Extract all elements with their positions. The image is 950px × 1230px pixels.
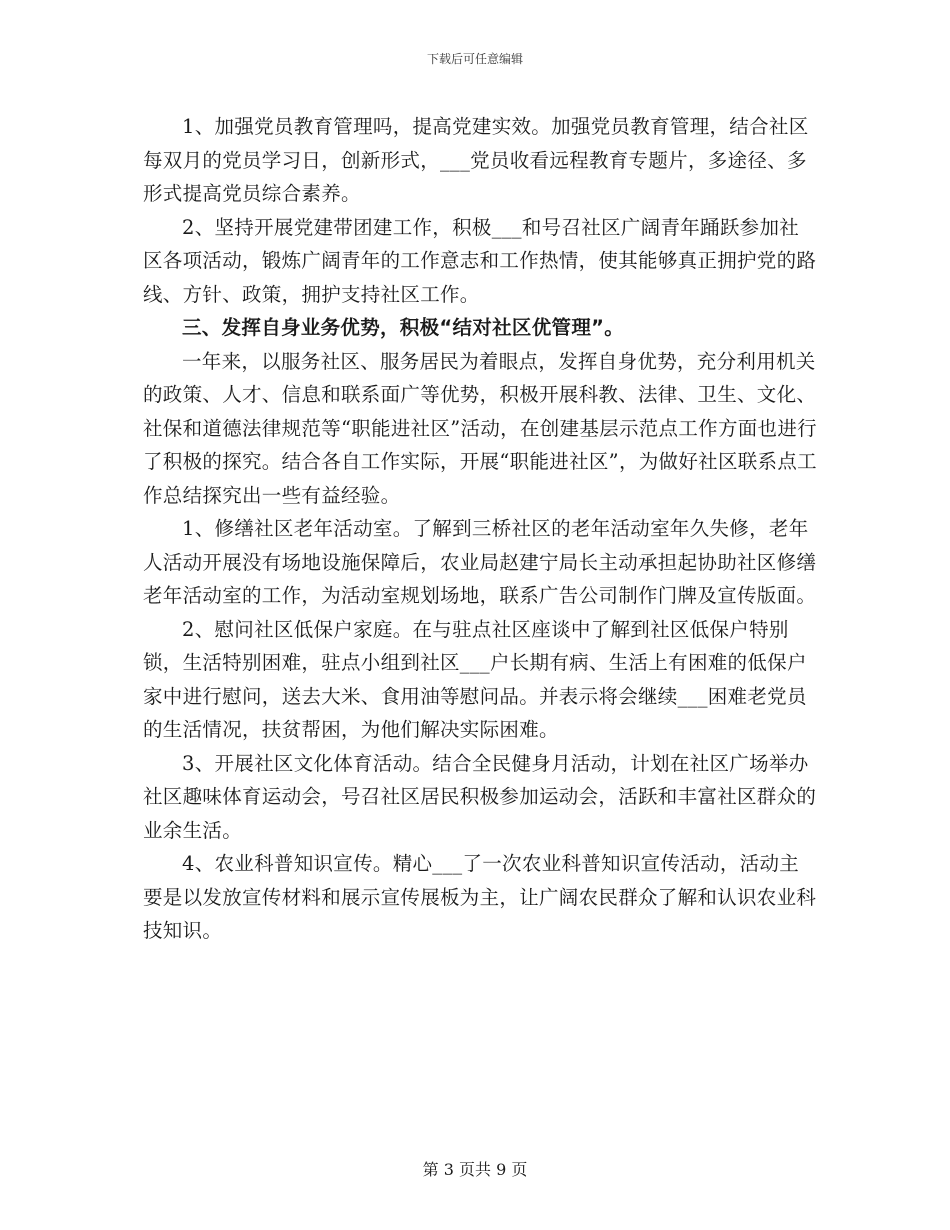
paragraph-2: 2、坚持开展党建带团建工作，积极___和号召社区广阔青年踊跃参加社区各项活动，锻炼广阔青年的工作意志和工作热情，使其能够真正拥护党的路线、方针、政策，拥护支持社区工作。 <box>143 215 817 306</box>
paragraph-6: 3、开展社区文化体育活动。结合全民健身月活动，计划在社区广场举办社区趣味体育运动会，号召社区居民积极参加运动会，活跃和丰富社区群众的业余生活。 <box>143 751 817 842</box>
paragraph-1: 1、加强党员教育管理吗，提高党建实效。加强党员教育管理，结合社区每双月的党员学习日，创新形式，___党员收看远程教育专题片，多途径、多形式提高党员综合素养。 <box>143 115 809 205</box>
section-heading: 三、发挥自身业务优势，积极“结对社区优管理”。 <box>182 316 625 339</box>
page-header: 下载后可任意编辑 <box>426 52 523 66</box>
document-body <box>143 110 818 948</box>
page-number: 第 3 页共 9 页 <box>422 1160 528 1179</box>
paragraph-3: 一年来，以服务社区、服务居民为着眼点，发挥自身优势，充分利用机关的政策、人才、信息和联系面广等优势，积极开展科教、法律、卫生、文化、社保和道德法律规范等“职能进社区”活动，在创建基层示范点工作方面也进行了积极的探究。结合各自工作实际，开展“职能进社区”，为做好社区联系点工作总结探究出一些有益经验。 <box>143 349 817 507</box>
paragraph-5: 2、慰问社区低保户家庭。在与驻点社区座谈中了解到社区低保户特别锁，生活特别困难，驻点小组到社区___户长期有病、生活上有困难的低保户家中进行慰问，送去大米、食用油等慰问品。并表示将会继续___困难老党员的生活情况，扶贫帮困，为他们解决实际困难。 <box>143 617 807 741</box>
paragraph-4: 1、修缮社区老年活动室。了解到三桥社区的老年活动室年久失修，老年人活动开展没有场地设施保障后，农业局赵建宁局长主动承担起协助社区修缮老年活动室的工作，为活动室规划场地，联系广告公司制作门牌及宣传版面。 <box>143 517 817 607</box>
paragraph-7: 4、农业科普知识宣传。精心___了一次农业科普知识宣传活动，活动主要是以发放宣传材料和展示宣传展板为主，让广阔农民群众了解和认识农业科技知识。 <box>143 852 817 942</box>
